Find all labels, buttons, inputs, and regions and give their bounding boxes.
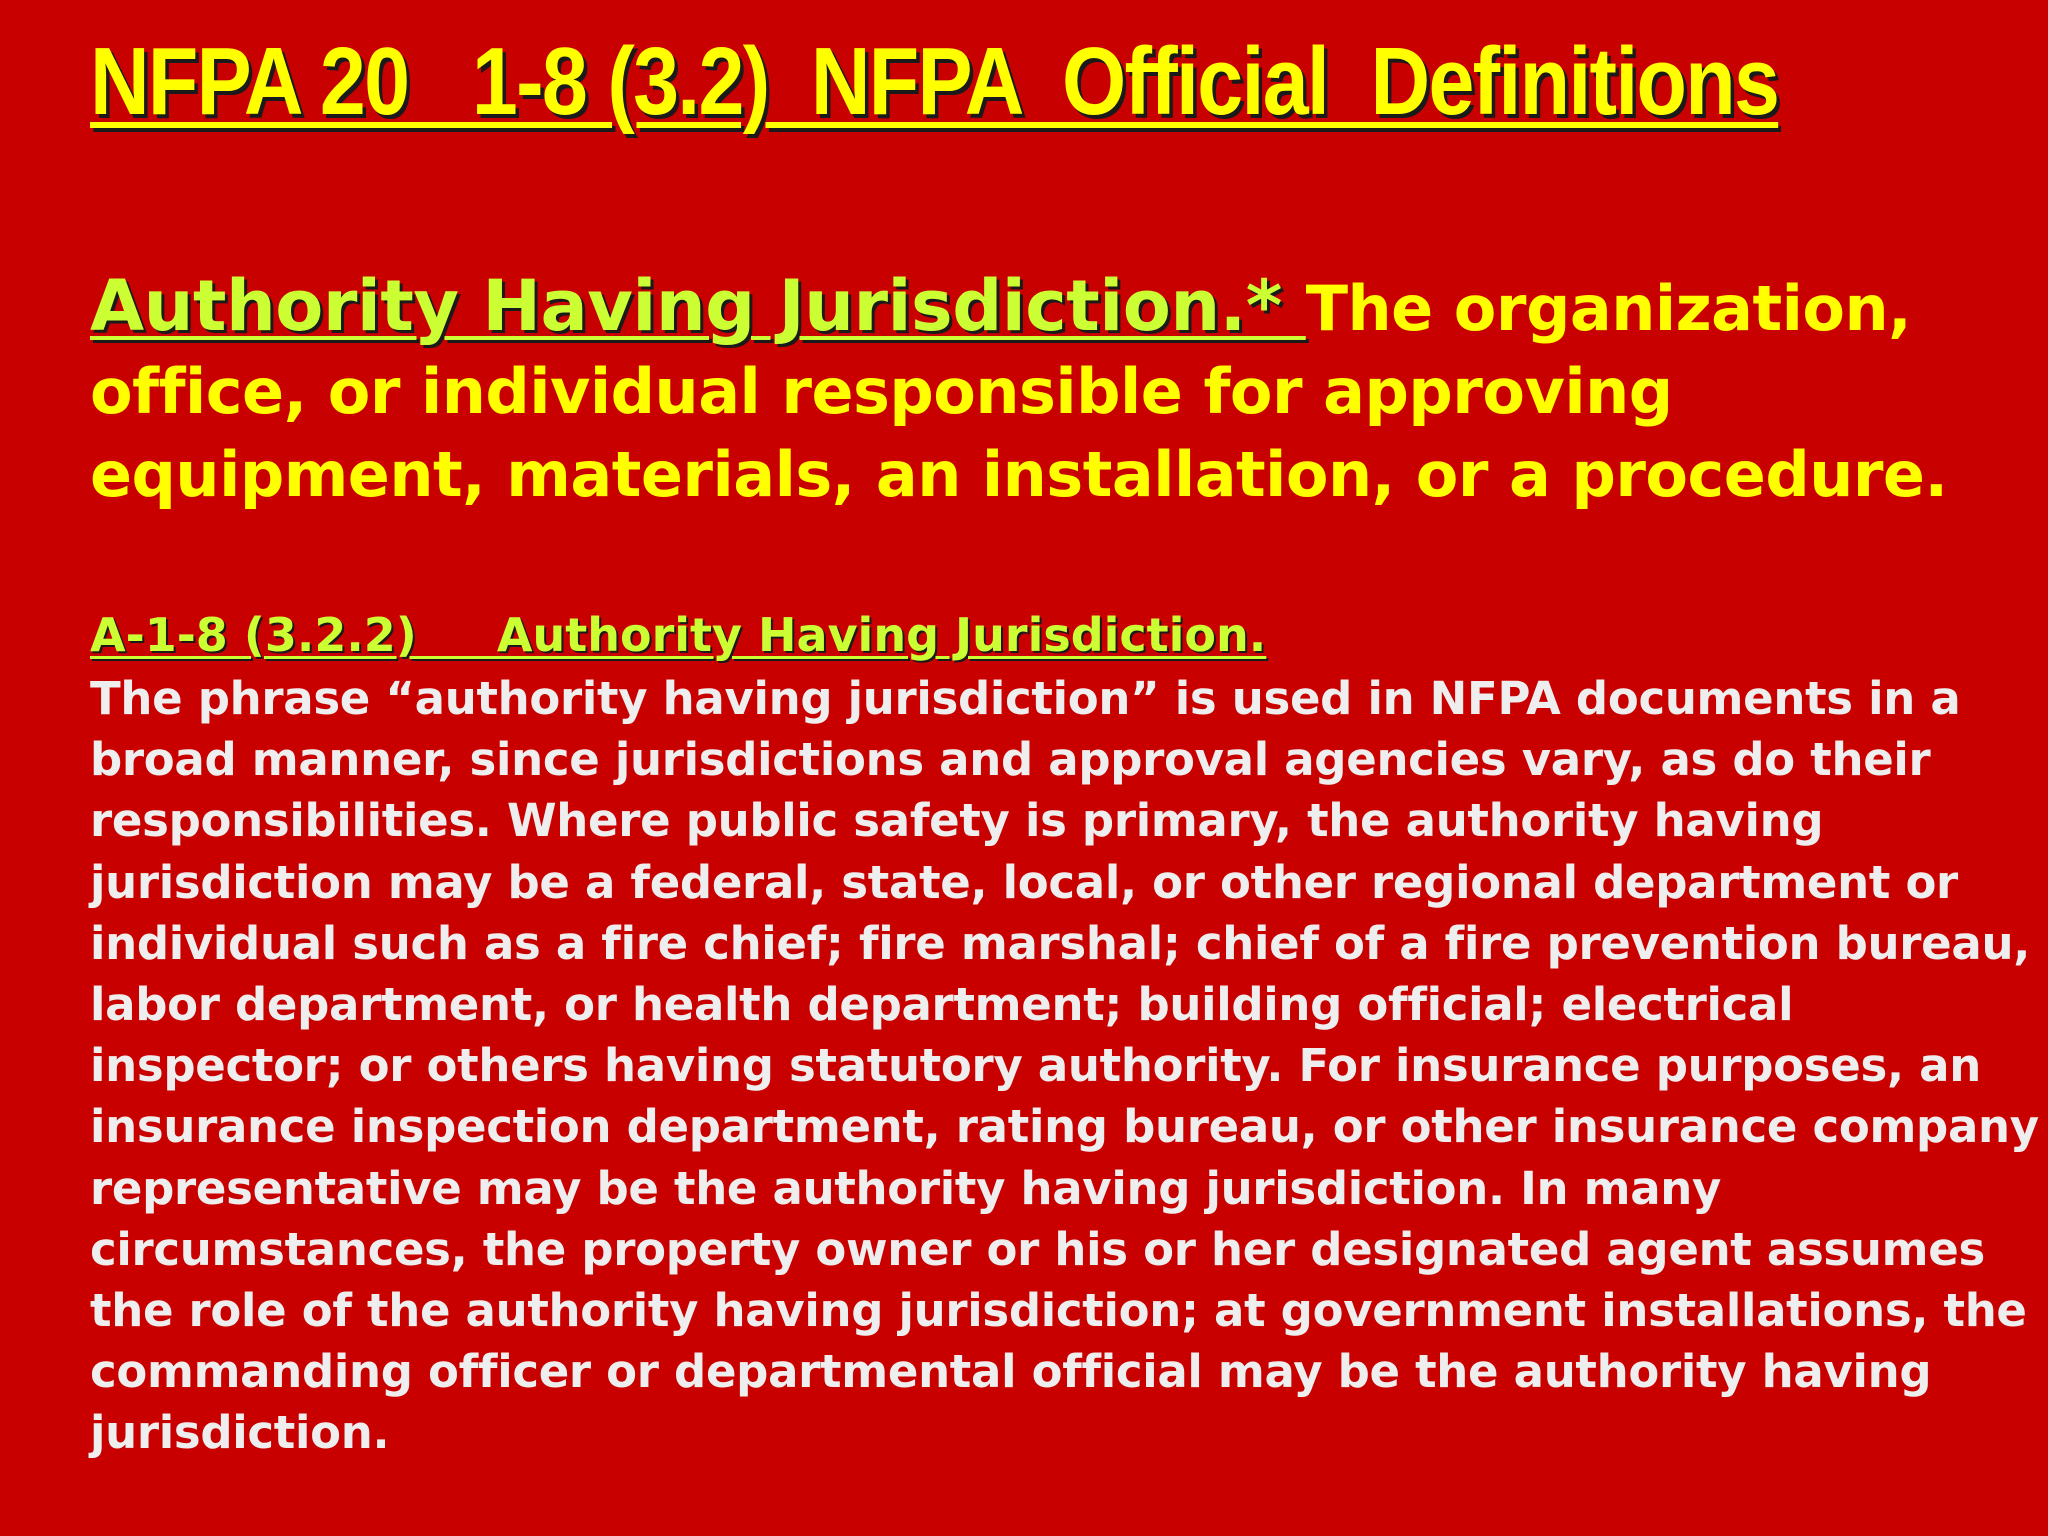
definition-term: Authority Having Jurisdiction.* — [90, 265, 1306, 347]
definition-paragraph — [90, 265, 2030, 516]
annex-body-text: The phrase “authority having jurisdiction” is used in NFPA documents in a broad manner, since jurisdictions and approval agencies vary, as do their responsibilities. Where public safety is primary, the authority having jurisdiction may be a federal, state, local, or other regional department or individual such as a fire chief; fire marshal; chief of a fire prevention bureau, labor department, or health department; building official; electrical inspector; or others having statutory authority. For insurance purposes, an insurance inspection department, rating bureau, or other insurance company representative may be the authority having jurisdiction. In many circumstances, the property owner or his or her designated agent assumes the role of the authority having jurisdiction; at government installations, the commanding officer or departmental official may be the authority having jurisdiction. — [90, 672, 2039, 1460]
definition-text: The organization, office, or individual responsible for approving equipment, materials, an installation, or a procedure. — [90, 272, 1948, 511]
slide-title: NFPA 20 1-8 (3.2) NFPA Official Definitions — [90, 28, 1779, 135]
annex-heading: A-1-8 (3.2.2) Authority Having Jurisdiction. — [90, 608, 1267, 662]
